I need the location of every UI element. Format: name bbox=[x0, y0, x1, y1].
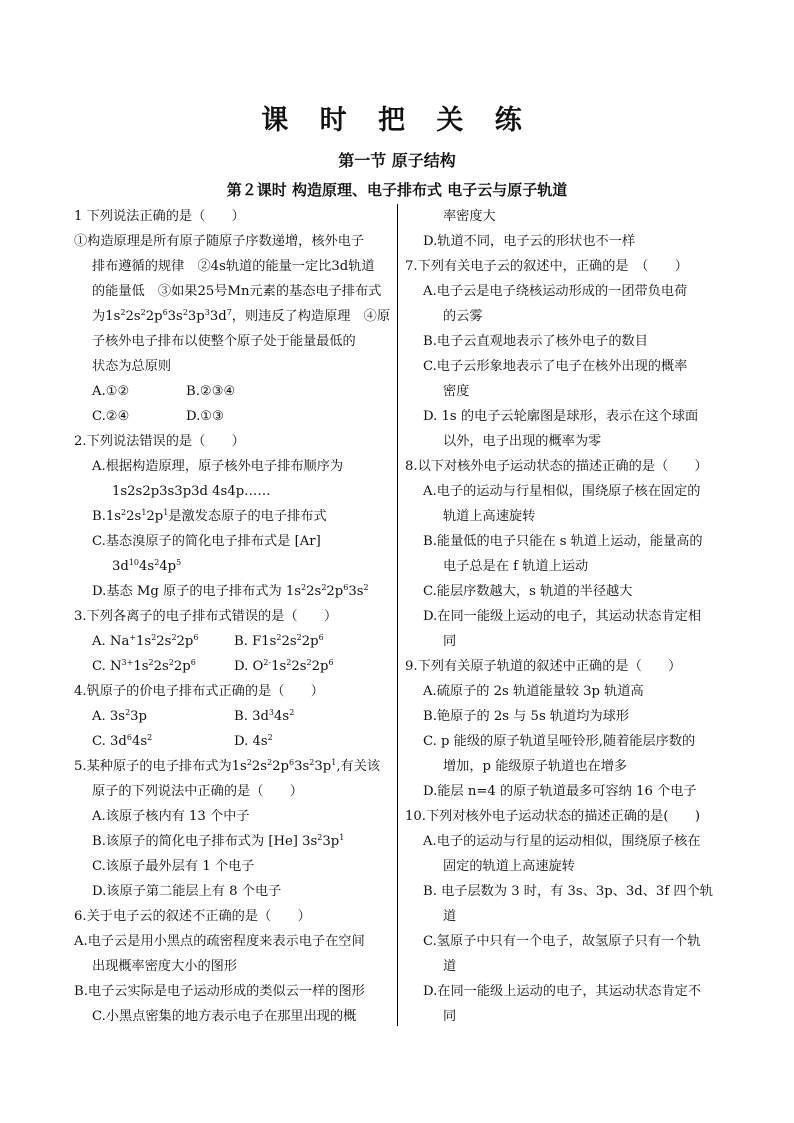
question-4-stem: 4.钒原子的价电子排布式正确的是（ ） bbox=[74, 684, 324, 699]
question-5-stem: 5.某种原子的电子排布式为$1s^22s^22p^63s^23p^1$,有关该 bbox=[74, 758, 381, 774]
question-9-stem: 9.下列有关原子轨道的叙述中正确的是（ ） bbox=[405, 659, 682, 674]
option-c[interactable]: C. $N^{3+}1s^22s^22p^6$ bbox=[92, 658, 196, 674]
question-4-options-row bbox=[74, 729, 390, 754]
option-a[interactable]: A. $Na^+1s^22s^22p^6$ bbox=[92, 633, 199, 649]
option-c[interactable]: C.能层序数越大，s 轨道的半径越大 bbox=[423, 584, 633, 599]
page-title: 课 时 把 关 练 bbox=[261, 105, 533, 136]
option-d[interactable]: D. $O^{2-}1s^22s^22p^6$ bbox=[234, 658, 334, 674]
question-3-options-row bbox=[74, 629, 390, 654]
option-b[interactable]: B.电子云直观地表示了核外电子的数目 bbox=[423, 334, 648, 349]
option-b-continued: 道 bbox=[443, 909, 457, 924]
question-1-text: 状态为总原则 bbox=[92, 359, 172, 374]
question-2-stem: 2.下列说法错误的是（ ） bbox=[74, 434, 245, 449]
option-d[interactable]: D. 1s 的电子云轮廓图是球形，表示在这个球面 bbox=[423, 409, 699, 424]
option-a[interactable]: A.该原子核内有 13 个中子 bbox=[92, 809, 250, 824]
question-5-stem-continued: 原子的下列说法中正确的是（ ） bbox=[92, 784, 303, 799]
option-c[interactable]: C.基态溴原子的简化电子排布式是 [Ar] bbox=[92, 534, 321, 549]
option-c[interactable]: C. $3d^64s^2$ bbox=[92, 733, 153, 749]
question-4-options-row bbox=[74, 704, 390, 729]
option-c-continued: 密度 bbox=[443, 384, 470, 399]
left-column bbox=[74, 204, 390, 1029]
option-a[interactable]: A.电子云是用小黑点的疏密程度来表示电子在空间 bbox=[74, 934, 365, 949]
question-1-text: ①构造原理是所有原子随原子序数递增，核外电子 bbox=[74, 234, 365, 249]
question-1-text: 子核外电子排布以使整个原子处于能量最低的 bbox=[92, 334, 356, 349]
option-c-continued: $3d^{10}4s^24p^5$ bbox=[112, 558, 182, 574]
option-c[interactable]: C.小黑点密集的地方表示电子在那里出现的概 bbox=[92, 1009, 357, 1024]
right-column bbox=[405, 204, 723, 1029]
question-1-stem: 1 下列说法正确的是（ ） bbox=[74, 209, 245, 224]
option-c[interactable]: C.该原子最外层有 1 个电子 bbox=[92, 859, 255, 874]
lesson-heading: 第２课时 构造原理、电子排布式 电子云与原子轨道 bbox=[226, 181, 568, 199]
option-a-continued: 轨道上高速旋转 bbox=[443, 509, 536, 524]
option-a-continued: 固定的轨道上高速旋转 bbox=[443, 859, 575, 874]
question-6-stem: 6.关于电子云的叙述不正确的是（ ） bbox=[74, 909, 311, 924]
option-d[interactable]: D.轨道不同，电子云的形状也不一样 bbox=[423, 234, 636, 249]
option-b[interactable]: B. $F1s^22s^22p^6$ bbox=[234, 633, 324, 649]
option-b[interactable]: B.该原子的简化电子排布式为 [He] $3s^23p^1$ bbox=[92, 833, 345, 849]
option-b[interactable]: B.铯原子的 2s 与 5s 轨道均为球形 bbox=[423, 709, 630, 724]
option-a-continued: 的云雾 bbox=[443, 309, 483, 324]
option-c-continued: 道 bbox=[443, 959, 457, 974]
option-a[interactable]: A.硫原子的 2s 轨道能量较 3p 轨道高 bbox=[423, 684, 644, 699]
section-heading: 第一节 原子结构 bbox=[338, 151, 456, 170]
option-a-continued: 1s2s2p3s3p3d 4s4p…… bbox=[112, 484, 271, 499]
question-10-stem: 10.下列对核外电子运动状态的描述正确的是( ) bbox=[405, 809, 701, 824]
option-a[interactable]: A.根据构造原理，原子核外电子排布顺序为 bbox=[92, 459, 344, 474]
option-a[interactable]: A.电子的运动与行星相似，围绕原子核在固定的 bbox=[423, 484, 701, 499]
option-c[interactable]: C. p 能级的原子轨道呈哑铃形,随着能层序数的 bbox=[423, 734, 696, 749]
question-7-stem: 7.下列有关电子云的叙述中，正确的是 （ ） bbox=[405, 259, 688, 274]
option-d-continued: 同 bbox=[443, 1009, 457, 1024]
option-a[interactable]: A.电子的运动与行星的运动相似，围绕原子核在 bbox=[423, 834, 701, 849]
option-a[interactable]: A. $3s^23p$ bbox=[92, 708, 148, 724]
option-d[interactable]: D.在同一能级上运动的电子，其运动状态肯定不 bbox=[423, 984, 702, 999]
question-1-formula-line: 为$1s^22s^22p^63s^23p^33d^7$，则违反了构造原理 ④原 bbox=[92, 308, 391, 324]
option-b[interactable]: B. 电子层数为 3 时，有 3s、3p、3d、3f 四个轨 bbox=[423, 884, 713, 899]
option-c[interactable]: C.氢原子中只有一个电子，故氢原子只有一个轨 bbox=[423, 934, 701, 949]
question-1-text: 的能量低 ③如果25号Mn元素的基态电子排布式 bbox=[92, 284, 382, 299]
option-d[interactable]: D.在同一能级上运动的电子，其运动状态肯定相 bbox=[423, 609, 702, 624]
option-d[interactable]: D.基态 Mg 原子的电子排布式为 $1s^22s^22p^63s^2$ bbox=[92, 583, 369, 599]
option-a-continued: 出现概率密度大小的图形 bbox=[92, 959, 238, 974]
question-3-stem: 3.下列各离子的电子排布式错误的是（ ） bbox=[74, 609, 338, 624]
option-d-continued: 以外，电子出现的概率为零 bbox=[443, 434, 602, 449]
option-b[interactable]: B. $3d^34s^2$ bbox=[234, 708, 295, 724]
question-8-stem: 8.以下对核外电子运动状态的描述正确的是（ ） bbox=[405, 459, 708, 474]
option-c[interactable]: C.电子云形象地表示了电子在核外出现的概率 bbox=[423, 359, 688, 374]
option-c-continued: 增加，p 能级原子轨道也在增多 bbox=[443, 759, 628, 774]
option-a[interactable]: A.①② bbox=[92, 384, 130, 399]
option-d[interactable]: D.能层 n=4 的原子轨道最多可容纳 16 个电子 bbox=[423, 784, 697, 799]
option-d[interactable]: D.①③ bbox=[186, 409, 224, 424]
option-b[interactable]: B.②③④ bbox=[186, 384, 236, 399]
option-a[interactable]: A.电子云是电子绕核运动形成的一团带负电荷 bbox=[423, 284, 688, 299]
question-1-text: 排布遵循的规律 ②4s轨道的能量一定比3d轨道 bbox=[92, 259, 375, 274]
option-b[interactable]: $B.1s^22s^12p^1$是激发态原子的电子排布式 bbox=[92, 508, 327, 524]
question-1-options-row bbox=[74, 379, 390, 404]
option-c-continued: 率密度大 bbox=[443, 209, 496, 224]
question-1-options-row bbox=[74, 404, 390, 429]
question-3-options-row bbox=[74, 654, 390, 679]
option-d-continued: 同 bbox=[443, 634, 457, 649]
option-b[interactable]: B.电子云实际是电子运动形成的类似云一样的图形 bbox=[74, 984, 365, 999]
option-b-continued: 电子总是在 f 轨道上运动 bbox=[443, 559, 589, 574]
option-b[interactable]: B.能量低的电子只能在 s 轨道上运动，能量高的 bbox=[423, 534, 703, 549]
option-c[interactable]: C.②④ bbox=[92, 409, 130, 424]
option-d[interactable]: D.该原子第二能层上有 8 个电子 bbox=[92, 884, 282, 899]
column-divider bbox=[397, 204, 398, 1026]
option-d[interactable]: D. $4s^2$ bbox=[234, 733, 273, 749]
